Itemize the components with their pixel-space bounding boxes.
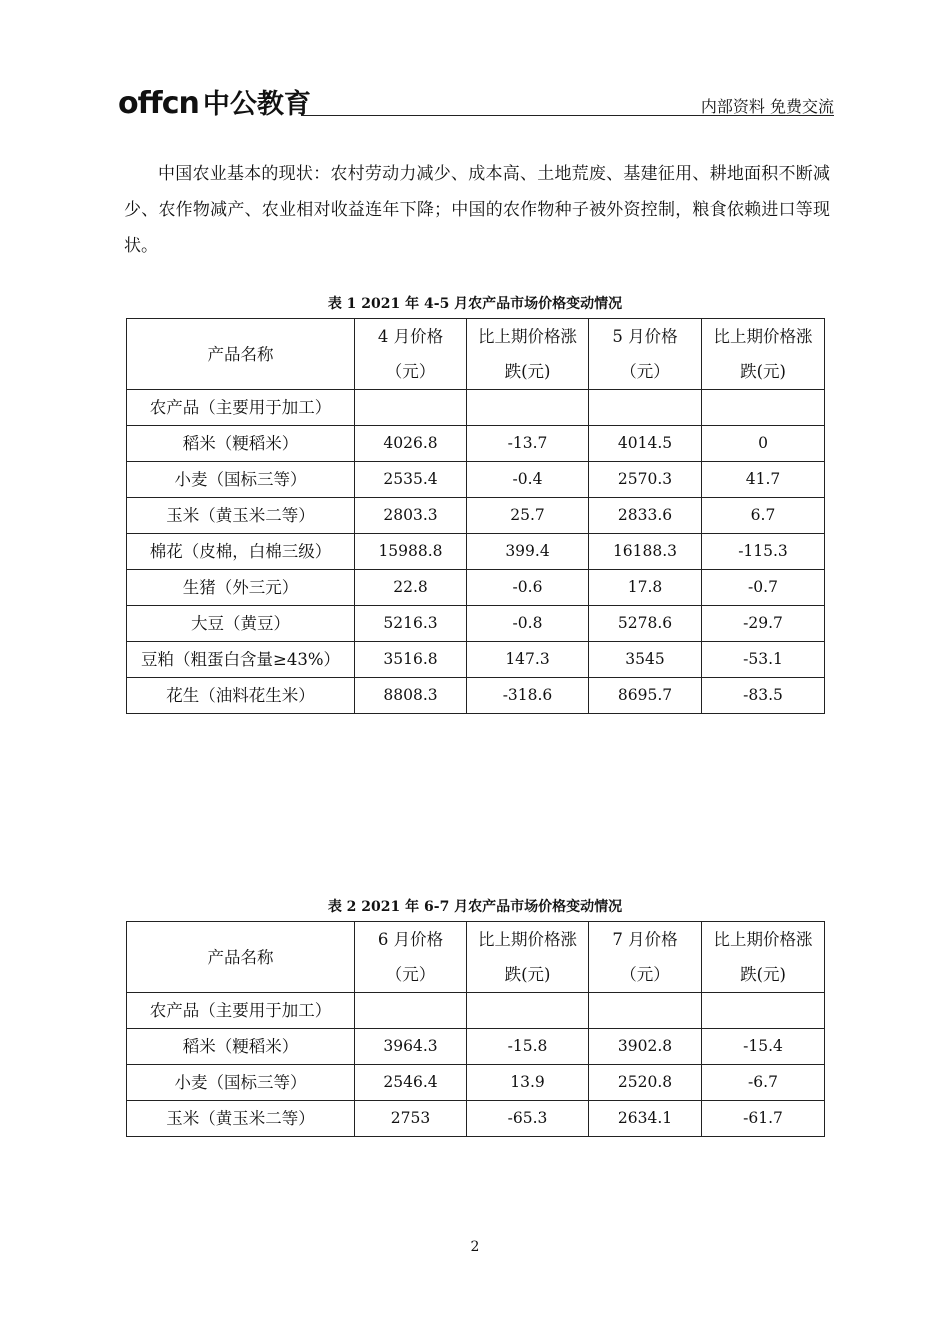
- table-row: [127, 642, 825, 678]
- value-cell: 25.7: [467, 498, 589, 534]
- logo-latin-text: offcn: [118, 86, 199, 121]
- value-cell: -0.6: [467, 570, 589, 606]
- value-cell: 399.4: [467, 534, 589, 570]
- value-cell: 5216.3: [355, 606, 467, 642]
- column-header: 6 月价格（元）: [355, 922, 467, 993]
- value-cell: 4014.5: [589, 426, 702, 462]
- value-cell: [355, 390, 467, 426]
- value-cell: [702, 993, 825, 1029]
- table-row: [127, 498, 825, 534]
- product-name-cell: 稻米（粳稻米）: [127, 1029, 355, 1065]
- value-cell: 17.8: [589, 570, 702, 606]
- table2-caption: 表 2 2021 年 6-7 月农产品市场价格变动情况: [327, 899, 623, 915]
- product-name-cell: 农产品（主要用于加工）: [127, 390, 355, 426]
- value-cell: 2753: [355, 1101, 467, 1137]
- value-cell: 22.8: [355, 570, 467, 606]
- value-cell: 5278.6: [589, 606, 702, 642]
- value-cell: 41.7: [702, 462, 825, 498]
- value-cell: [467, 390, 589, 426]
- table-row: [127, 993, 825, 1029]
- value-cell: 6.7: [702, 498, 825, 534]
- product-name-cell: 棉花（皮棉，白棉三级）: [127, 534, 355, 570]
- logo-cjk-text: 中公教育: [202, 89, 311, 120]
- value-cell: -6.7: [702, 1065, 825, 1101]
- table-row: [127, 1029, 825, 1065]
- value-cell: -29.7: [702, 606, 825, 642]
- price-table-1: [126, 318, 825, 714]
- value-cell: 8695.7: [589, 678, 702, 714]
- product-name-cell: 豆粕（粗蛋白含量≥43%）: [127, 642, 355, 678]
- value-cell: [467, 993, 589, 1029]
- value-cell: -0.4: [467, 462, 589, 498]
- value-cell: -83.5: [702, 678, 825, 714]
- product-name-cell: 玉米（黄玉米二等）: [127, 1101, 355, 1137]
- table-row: [127, 426, 825, 462]
- value-cell: -61.7: [702, 1101, 825, 1137]
- product-name-cell: 农产品（主要用于加工）: [127, 993, 355, 1029]
- value-cell: [589, 993, 702, 1029]
- value-cell: 147.3: [467, 642, 589, 678]
- product-name-cell: 玉米（黄玉米二等）: [127, 498, 355, 534]
- page-header: [118, 78, 834, 121]
- column-header: 4 月价格（元）: [355, 319, 467, 390]
- value-cell: -0.8: [467, 606, 589, 642]
- table-row: [127, 534, 825, 570]
- value-cell: -318.6: [467, 678, 589, 714]
- table-row: [127, 1065, 825, 1101]
- value-cell: 16188.3: [589, 534, 702, 570]
- value-cell: 13.9: [467, 1065, 589, 1101]
- value-cell: 0: [702, 426, 825, 462]
- value-cell: 3516.8: [355, 642, 467, 678]
- value-cell: 3964.3: [355, 1029, 467, 1065]
- product-name-cell: 稻米（粳稻米）: [127, 426, 355, 462]
- page-number: 2: [470, 1239, 480, 1255]
- value-cell: 3902.8: [589, 1029, 702, 1065]
- price-table-2: [126, 921, 825, 1137]
- product-name-cell: 小麦（国标三等）: [127, 462, 355, 498]
- table-row: [127, 390, 825, 426]
- table-row: [127, 570, 825, 606]
- value-cell: -15.4: [702, 1029, 825, 1065]
- value-cell: 4026.8: [355, 426, 467, 462]
- value-cell: [355, 993, 467, 1029]
- value-cell: 2803.3: [355, 498, 467, 534]
- column-header: 5 月价格（元）: [589, 319, 702, 390]
- value-cell: -13.7: [467, 426, 589, 462]
- offcn-logo: [118, 82, 311, 121]
- table-row: [127, 606, 825, 642]
- value-cell: 2546.4: [355, 1065, 467, 1101]
- table-row: [127, 1101, 825, 1137]
- column-header: 产品名称: [127, 319, 355, 390]
- value-cell: [589, 390, 702, 426]
- product-name-cell: 小麦（国标三等）: [127, 1065, 355, 1101]
- column-header: 比上期价格涨跌(元): [467, 319, 589, 390]
- value-cell: -53.1: [702, 642, 825, 678]
- value-cell: 2634.1: [589, 1101, 702, 1137]
- value-cell: 2570.3: [589, 462, 702, 498]
- intro-paragraph: 中国农业基本的现状：农村劳动力减少、成本高、土地荒废、基建征用、耕地面积不断减少、农作物减产、农业相对收益连年下降；中国的农作物种子被外资控制，粮食依赖进口等现状。: [124, 164, 830, 256]
- product-name-cell: 生猪（外三元）: [127, 570, 355, 606]
- header-right-text: 内部资料 免费交流: [700, 97, 834, 116]
- column-header: 产品名称: [127, 922, 355, 993]
- value-cell: 15988.8: [355, 534, 467, 570]
- value-cell: 2535.4: [355, 462, 467, 498]
- column-header: 7 月价格（元）: [589, 922, 702, 993]
- product-name-cell: 大豆（黄豆）: [127, 606, 355, 642]
- table-header-row: [127, 319, 825, 390]
- value-cell: 3545: [589, 642, 702, 678]
- value-cell: -0.7: [702, 570, 825, 606]
- value-cell: 2520.8: [589, 1065, 702, 1101]
- value-cell: 8808.3: [355, 678, 467, 714]
- table-row: [127, 462, 825, 498]
- table1-caption: 表 1 2021 年 4-5 月农产品市场价格变动情况: [327, 296, 623, 312]
- value-cell: [702, 390, 825, 426]
- value-cell: -15.8: [467, 1029, 589, 1065]
- value-cell: -115.3: [702, 534, 825, 570]
- value-cell: 2833.6: [589, 498, 702, 534]
- column-header: 比上期价格涨跌(元): [467, 922, 589, 993]
- value-cell: -65.3: [467, 1101, 589, 1137]
- product-name-cell: 花生（油料花生米）: [127, 678, 355, 714]
- table-header-row: [127, 922, 825, 993]
- table-row: [127, 678, 825, 714]
- column-header: 比上期价格涨跌(元): [702, 319, 825, 390]
- column-header: 比上期价格涨跌(元): [702, 922, 825, 993]
